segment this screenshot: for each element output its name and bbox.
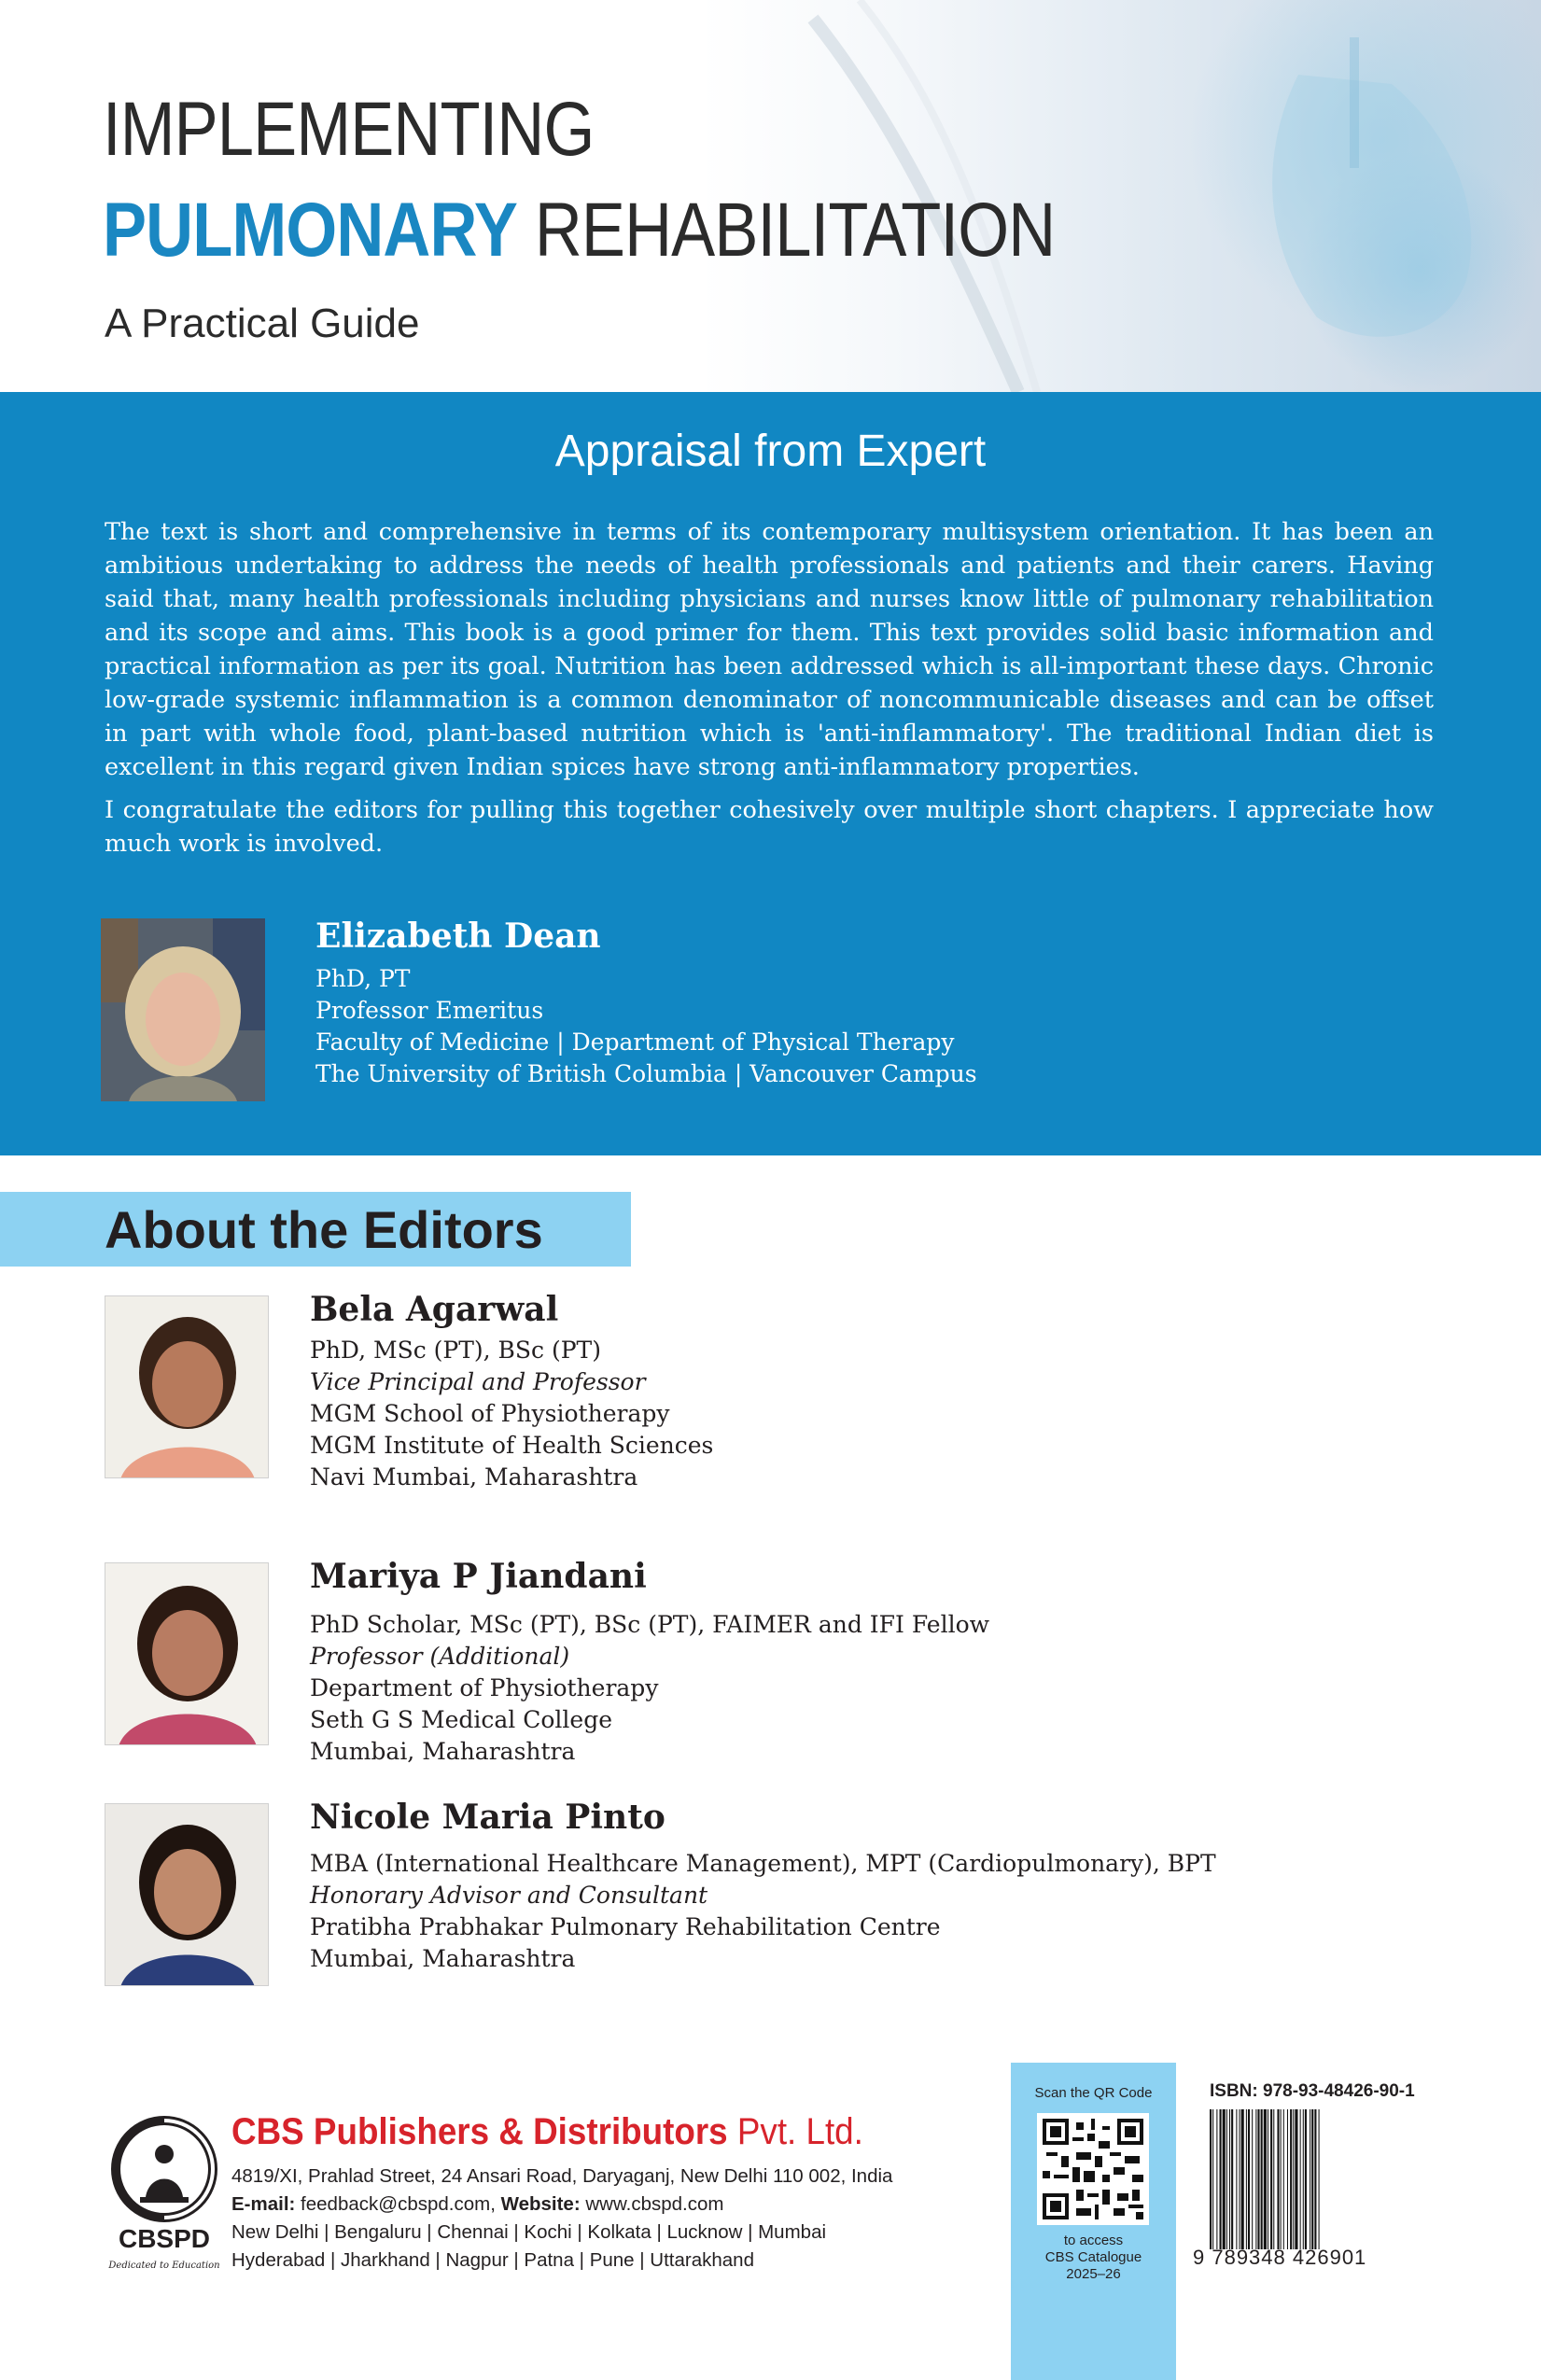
publisher-contact [231, 2193, 723, 2216]
qr-code[interactable] [1037, 2113, 1149, 2225]
qr-caption-bottom: CBS Catalogue [1044, 2249, 1142, 2265]
expert-university: The University of British Columbia | Vancouver Campus [315, 1060, 977, 1087]
editors-heading: About the Editors [105, 1200, 543, 1259]
editor-photo [105, 1803, 269, 1986]
editor-location: Mumbai, Maharashtra [310, 1738, 576, 1765]
editor-degrees: PhD, MSc (PT), BSc (PT) [310, 1337, 601, 1364]
barcode-digits: 9 789348 426901 [1193, 2246, 1367, 2269]
editor-role: Vice Principal and Professor [310, 1368, 646, 1395]
appraisal-paragraph: I congratulate the editors for pulling this together cohesively over multiple short chapters. I appreciate how much work is involved. [105, 796, 1434, 858]
expert-department: Faculty of Medicine | Department of Physical Therapy [315, 1029, 955, 1056]
qr-caption-bottom: 2025–26 [1066, 2266, 1121, 2282]
appraisal-text [105, 515, 1434, 870]
editor-affiliation: Seth G S Medical College [310, 1706, 613, 1733]
expert-title: Professor Emeritus [315, 997, 544, 1024]
editor-degrees: MBA (International Healthcare Management), MPT (Cardiopulmonary), BPT [310, 1850, 1216, 1877]
email-label: E-mail: [231, 2193, 296, 2215]
editor-name: Nicole Maria Pinto [310, 1798, 665, 1837]
editor-location: Mumbai, Maharashtra [310, 1945, 576, 1972]
publisher-address: 4819/XI, Prahlad Street, 24 Ansari Road, Daryaganj, New Delhi 110 002, India [231, 2165, 893, 2187]
cbspd-logo [108, 2111, 220, 2279]
editor-role: Professor (Additional) [310, 1643, 570, 1670]
book-title-line1: IMPLEMENTING [103, 87, 595, 172]
appraisal-paragraph: The text is short and comprehensive in terms of its contemporary multisystem orientation. It has been an ambitious undertaking to address the needs of health professionals and patients and their carers. Having said that, many health professionals including physicians and nurses know little of pulmonary rehabilitation and its scope and aims. This book is a good primer for them. This text provides solid basic information and practical information as per its goal. Nutrition has been addressed which is all-important these days. Chronic low-grade systemic inflammation is a common denominator of noncommunicable diseases and can be offset in part with whole food, plant-based nutrition which is 'anti-inflammatory'. The traditional Indian diet is excellent in this regard given Indian spices have strong anti-inflammatory properties. [105, 518, 1434, 781]
book-title-highlight: PULMONARY [103, 188, 518, 273]
qr-caption-top: Scan the QR Code [1034, 2085, 1153, 2101]
appraisal-section [0, 392, 1541, 1155]
publisher-cities: New Delhi | Bengaluru | Chennai | Kochi | Kolkata | Lucknow | Mumbai [231, 2221, 827, 2243]
editor-affiliation: MGM Institute of Health Sciences [310, 1432, 714, 1459]
publisher-website[interactable]: www.cbspd.com [580, 2193, 724, 2215]
book-title-rest: REHABILITATION [517, 188, 1056, 273]
editor-name: Bela Agarwal [310, 1290, 559, 1329]
editor-degrees: PhD Scholar, MSc (PT), BSc (PT), FAIMER and IFI Fellow [310, 1611, 990, 1638]
logo-wordmark: CBSPD [118, 2224, 211, 2253]
barcode-icon [1208, 2109, 1421, 2249]
publisher-name-suffix: Pvt. Ltd. [727, 2111, 863, 2152]
website-label: Website: [500, 2193, 581, 2215]
cover-header [0, 0, 1541, 392]
publisher-name-bold: CBS Publishers & Distributors [231, 2111, 728, 2152]
expert-photo [101, 918, 265, 1101]
expert-name: Elizabeth Dean [315, 917, 601, 956]
appraisal-heading: Appraisal from Expert [554, 427, 987, 476]
publisher-name [231, 2111, 863, 2153]
editor-affiliation: Department of Physiotherapy [310, 1674, 659, 1701]
qr-caption-bottom: to access [1063, 2233, 1124, 2248]
editor-photo [105, 1562, 269, 1745]
book-title-line2 [103, 188, 1056, 273]
logo-tagline: Dedicated to Education [108, 2261, 220, 2271]
isbn-label: ISBN: 978-93-48426-90-1 [1210, 2081, 1415, 2101]
book-subtitle: A Practical Guide [105, 301, 420, 346]
expert-credential: PhD, PT [315, 965, 411, 992]
editor-location: Navi Mumbai, Maharashtra [310, 1463, 638, 1491]
editor-affiliation: MGM School of Physiotherapy [310, 1400, 670, 1427]
editor-affiliation: Pratibha Prabhakar Pulmonary Rehabilitation Centre [310, 1913, 941, 1940]
editor-photo [105, 1295, 269, 1478]
publisher-email[interactable]: feedback@cbspd.com, [295, 2193, 501, 2215]
editor-role: Honorary Advisor and Consultant [310, 1882, 708, 1909]
editor-name: Mariya P Jiandani [310, 1557, 647, 1596]
publisher-cities: Hyderabad | Jharkhand | Nagpur | Patna | Pune | Uttarakhand [231, 2249, 754, 2271]
qr-panel [1011, 2063, 1176, 2380]
